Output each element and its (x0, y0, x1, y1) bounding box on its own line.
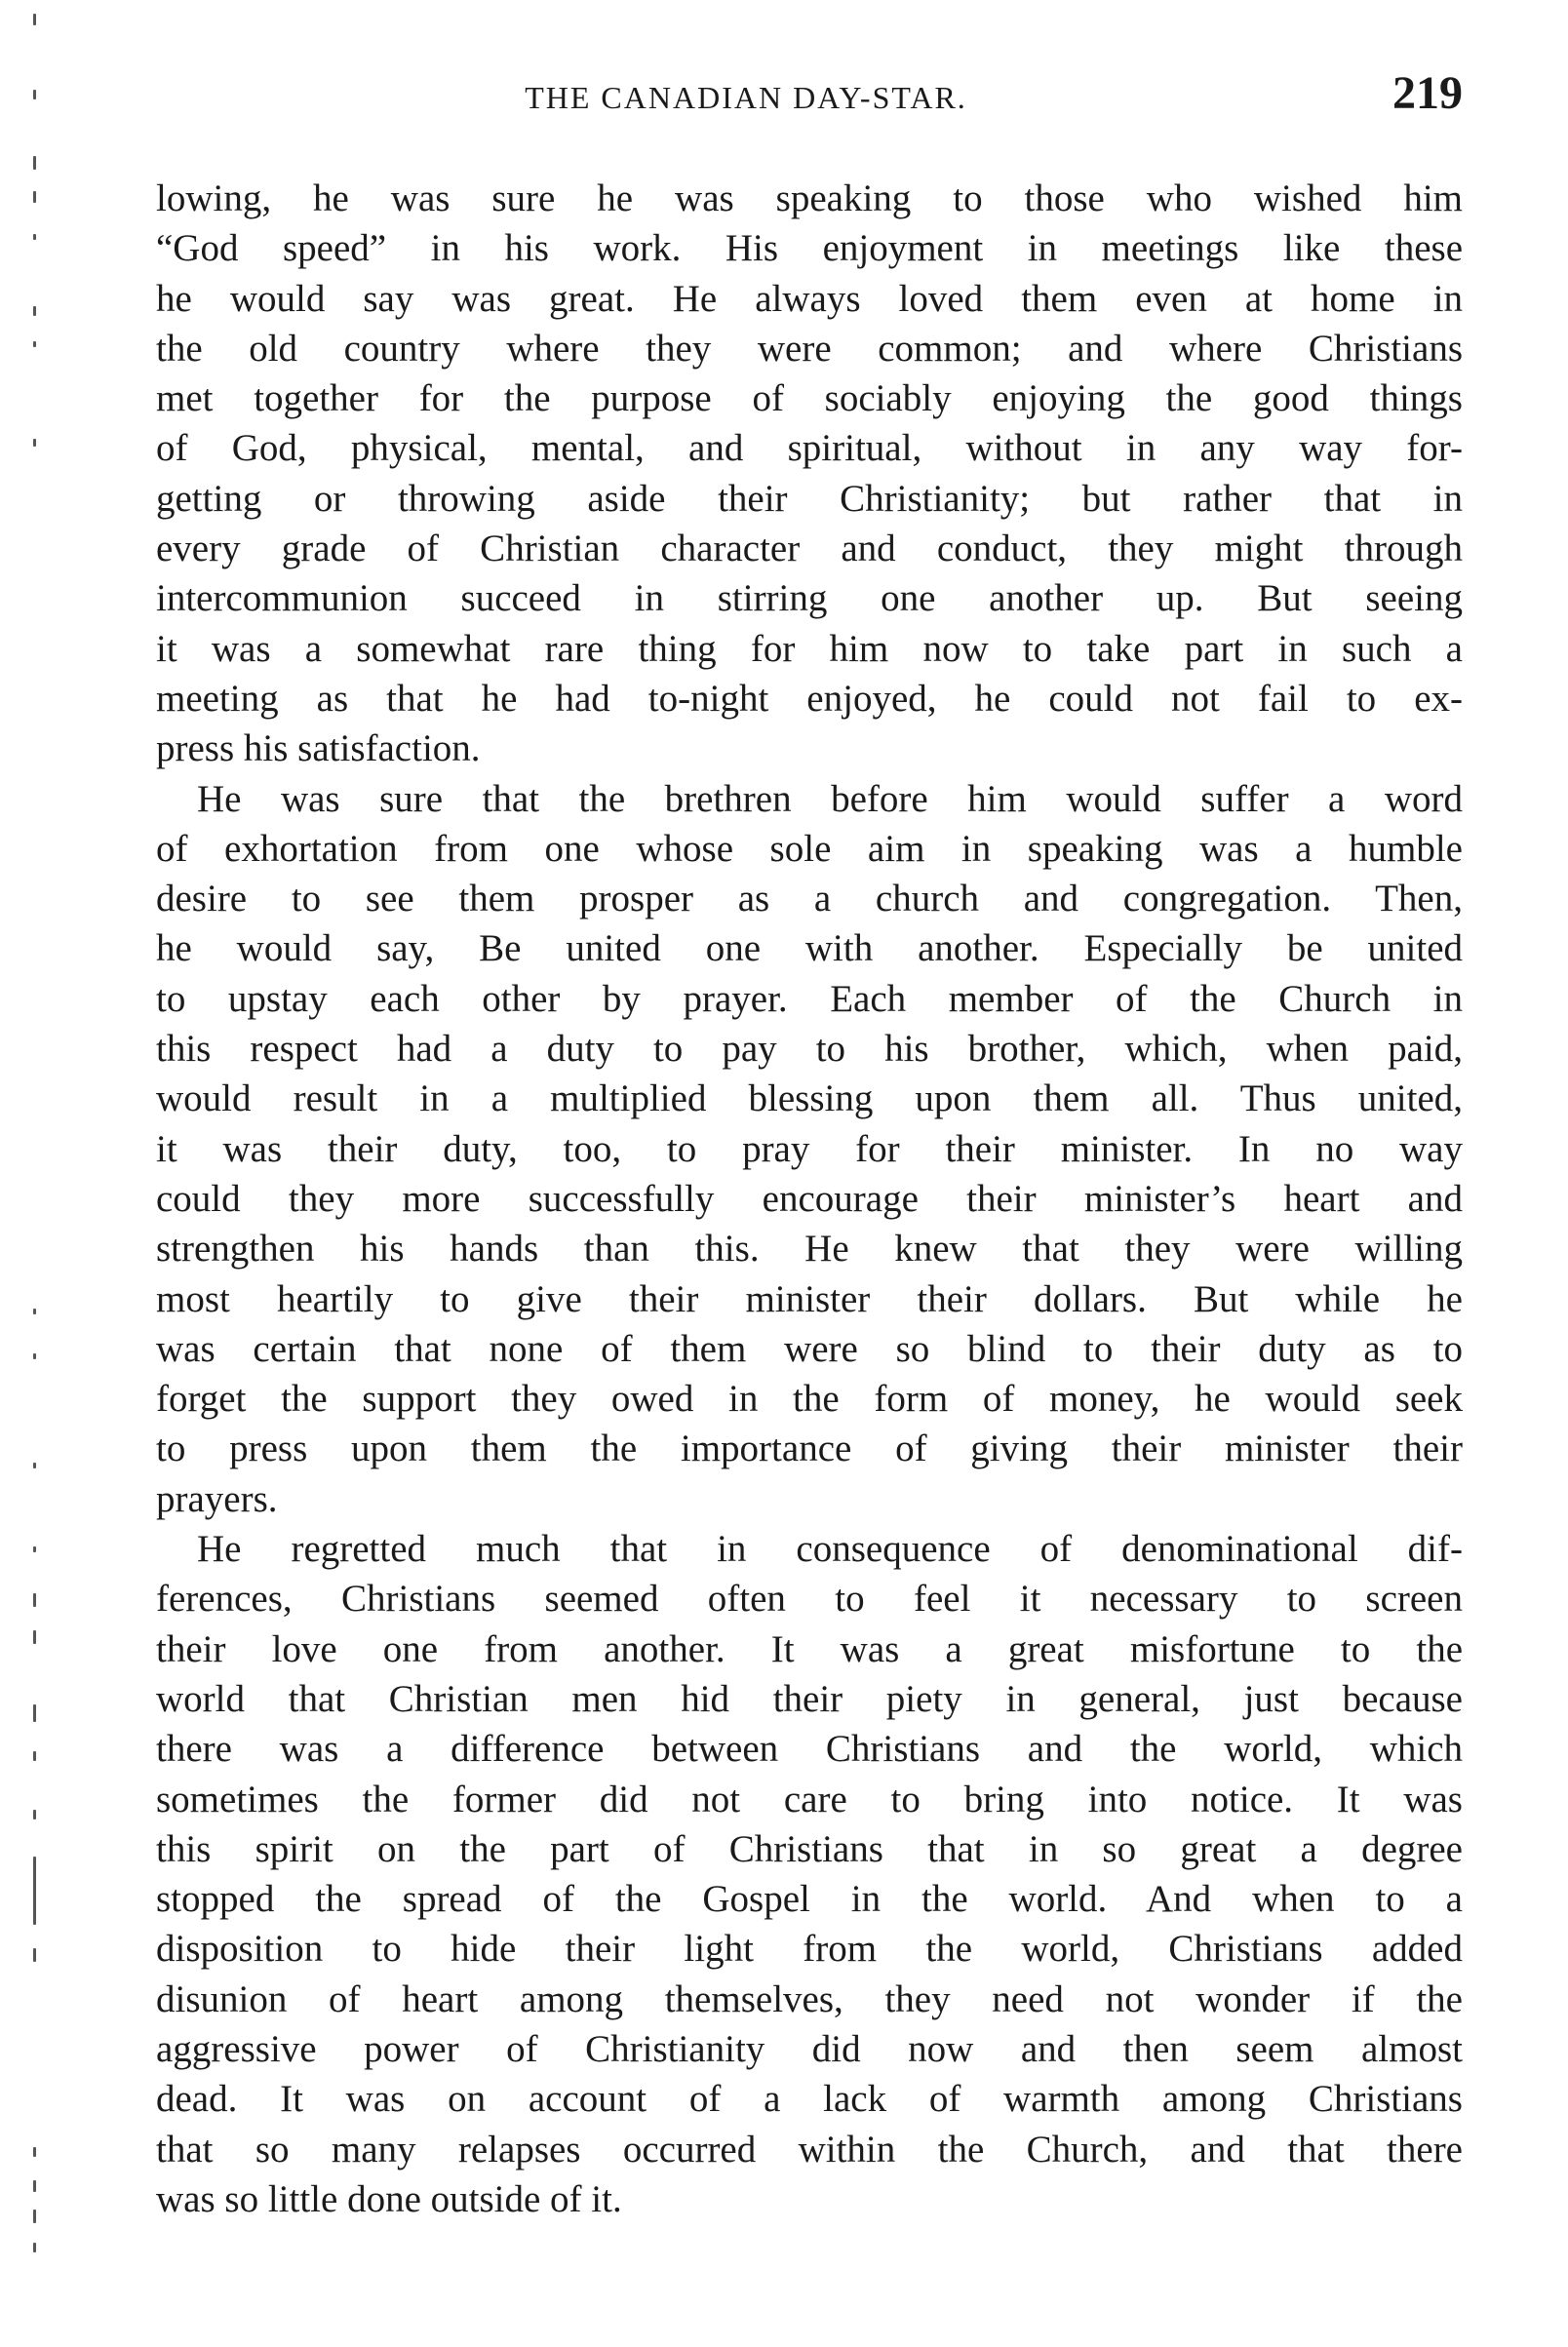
scan-speck (33, 1463, 36, 1468)
text-line: intercommunion succeed in stirring one another up. But seeing (156, 577, 1463, 620)
scan-speck (33, 2210, 36, 2223)
scan-speck (33, 2147, 36, 2157)
scan-speck (33, 1309, 36, 1314)
text-line: met together for the purpose of sociably enjoying the good things (156, 377, 1463, 420)
text-line: that so many relapses occurred within the Church, and that there (156, 2128, 1463, 2171)
text-line: would result in a multiplied blessing upon them all. Thus united, (156, 1077, 1463, 1120)
text-line: He regretted much that in consequence of denominational dif- (197, 1528, 1463, 1571)
text-line: the old country where they were common; and where Christians (156, 327, 1463, 370)
paragraph-1 (156, 174, 1463, 774)
text-line: was so little done outside of it. (156, 2177, 622, 2220)
text-line: meeting as that he had to-night enjoyed, he could not fail to ex- (156, 677, 1463, 720)
scan-speck (33, 14, 36, 25)
text-line: stopped the spread of the Gospel in the world. And when to a (156, 1878, 1463, 1921)
text-line: there was a difference between Christians and the world, which (156, 1728, 1463, 1771)
gutter-scan-marks (33, 0, 62, 2347)
text-line: getting or throwing aside their Christianity; but rather that in (156, 477, 1463, 520)
page-number: 219 (1392, 67, 1463, 119)
text-line: could they more successfully encourage their minister’s heart and (156, 1177, 1463, 1220)
paragraph-3 (156, 1524, 1463, 2224)
scan-speck (33, 1857, 36, 1925)
scan-speck (33, 1704, 36, 1722)
scan-speck (33, 2243, 36, 2252)
text-line: He was sure that the brethren before him would suffer a word (197, 777, 1463, 820)
text-line: of God, physical, mental, and spiritual, without in any way for- (156, 427, 1463, 470)
scan-speck (33, 306, 36, 316)
text-line: of exhortation from one whose sole aim in speaking was a humble (156, 827, 1463, 870)
scan-speck (33, 1948, 36, 1962)
text-line: was certain that none of them were so blind to their duty as to (156, 1327, 1463, 1370)
scan-speck (33, 1751, 36, 1761)
text-line: disunion of heart among themselves, they need not wonder if the (156, 1977, 1463, 2020)
text-line: this respect had a duty to pay to his brother, which, when paid, (156, 1028, 1463, 1071)
scan-speck (33, 90, 36, 99)
text-line: this spirit on the part of Christians that in so great a degree (156, 1827, 1463, 1870)
scan-speck (33, 156, 36, 170)
text-line: disposition to hide their light from the world, Christians added (156, 1928, 1463, 1971)
text-line: forget the support they owed in the form of money, he would seek (156, 1378, 1463, 1421)
text-line: he would say was great. He always loved them even at home in (156, 277, 1463, 320)
text-line: press his satisfaction. (156, 727, 481, 770)
text-line: their love one from another. It was a great misfortune to the (156, 1627, 1463, 1670)
running-title: THE CANADIAN DAY-STAR. (525, 80, 967, 115)
scan-speck (33, 1353, 36, 1359)
text-line: most heartily to give their minister their dollars. But while he (156, 1277, 1463, 1320)
text-line: dead. It was on account of a lack of warmth among Christians (156, 2078, 1463, 2121)
text-line: every grade of Christian character and conduct, they might through (156, 528, 1463, 570)
scan-speck (33, 2180, 36, 2192)
text-line: he would say, Be united one with another. Especially be united (156, 927, 1463, 970)
scan-speck (33, 191, 36, 203)
scan-speck (33, 1546, 36, 1552)
paragraph-2 (156, 774, 1463, 1524)
text-line: “God speed” in his work. His enjoyment in meetings like these (156, 227, 1463, 270)
text-line: aggressive power of Christianity did now and then seem almost (156, 2027, 1463, 2070)
text-line: lowing, he was sure he was speaking to those who wished him (156, 177, 1463, 219)
text-line: to press upon them the importance of giving their minister their (156, 1428, 1463, 1470)
text-line: it was a somewhat rare thing for him now to take part in such a (156, 627, 1463, 670)
text-line: ferences, Christians seemed often to feel it necessary to screen (156, 1578, 1463, 1621)
scan-speck (33, 439, 36, 447)
scan-speck (33, 341, 36, 347)
text-line: to upstay each other by prayer. Each member of the Church in (156, 977, 1463, 1020)
text-line: it was their duty, too, to pray for their minister. In no way (156, 1127, 1463, 1170)
body-text (156, 174, 1463, 2224)
text-line: strengthen his hands than this. He knew that they were willing (156, 1228, 1463, 1271)
scan-speck (33, 1593, 36, 1607)
text-line: desire to see them prosper as a church and congregation. Then, (156, 878, 1463, 920)
running-head (156, 66, 1463, 125)
scan-speck (33, 1810, 36, 1819)
text-line: world that Christian men hid their piety in general, just because (156, 1677, 1463, 1720)
text-line: prayers. (156, 1477, 278, 1520)
text-line: sometimes the former did not care to bring into notice. It was (156, 1778, 1463, 1820)
scan-speck (33, 1630, 36, 1644)
scan-speck (33, 234, 36, 240)
